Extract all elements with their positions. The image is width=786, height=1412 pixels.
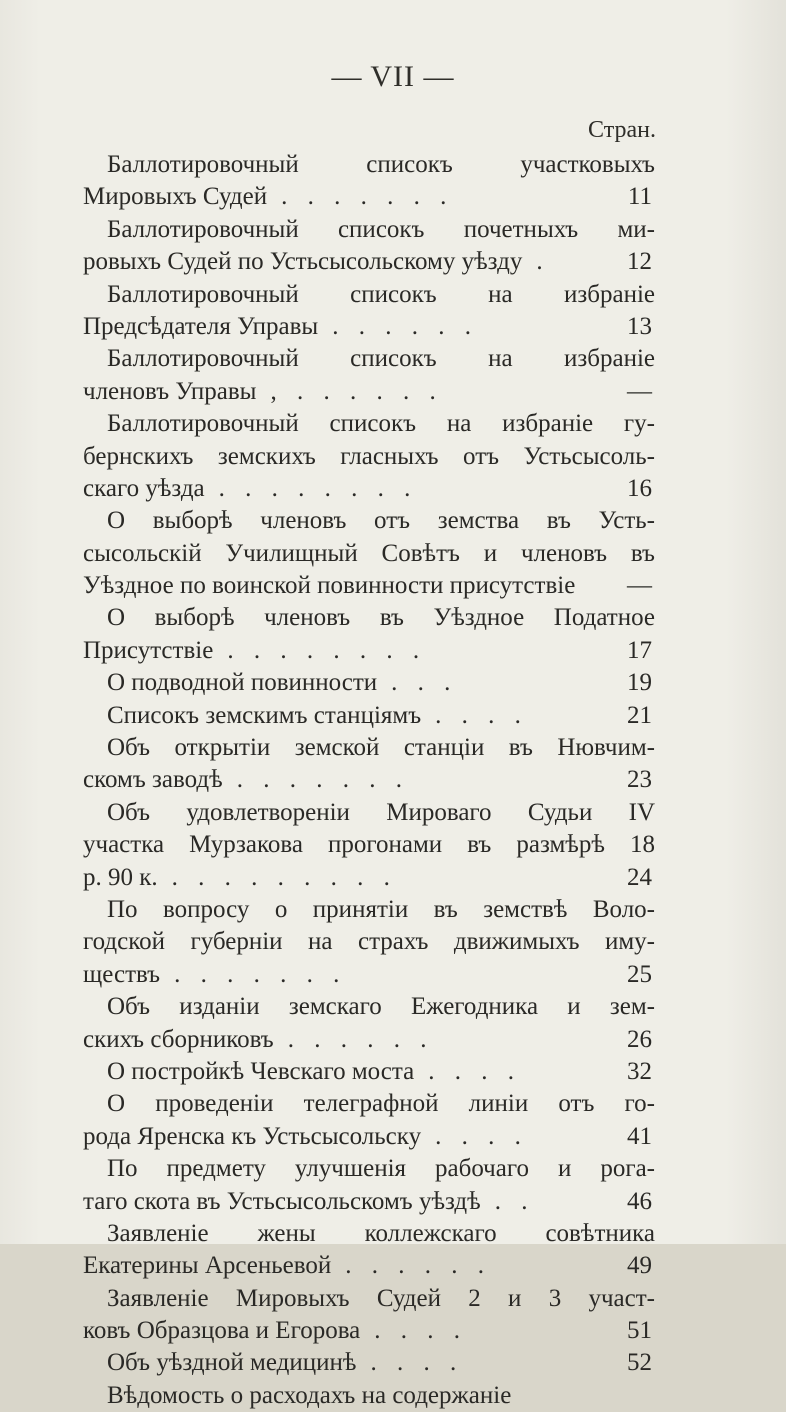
page-number-roman: — VII — (331, 60, 455, 93)
toc-entry-line (83, 829, 655, 861)
toc-leader-dots: . . . . . . (345, 1252, 485, 1280)
toc-entry (83, 797, 655, 894)
toc-entry-line (83, 538, 655, 570)
toc-entry (83, 279, 655, 344)
toc-entry-line (83, 926, 655, 958)
toc-entry (83, 1056, 655, 1088)
toc-entry (83, 408, 655, 505)
toc-entry-text: рода Яренска къ Устьсысольску (83, 1122, 422, 1150)
toc-entry-final-line (83, 473, 583, 505)
toc-leader-dots: . . . . (374, 1317, 461, 1345)
toc-entry-final-line (83, 764, 583, 796)
toc-entry-line (83, 149, 655, 181)
toc-entry-line (83, 279, 655, 311)
toc-entry-line (83, 1153, 655, 1185)
toc-page-number: 16 (627, 474, 652, 502)
toc-entry-text: По вопросу о принятіи въ земствѣ Воло- (107, 895, 655, 923)
toc-entry-final-line (107, 667, 583, 699)
toc-entry-text: Списокъ земскимъ станціямъ (107, 701, 422, 729)
toc-entry-final-line (83, 1024, 583, 1056)
toc-entry-final-line (83, 246, 583, 278)
page-column-header: Стран. (588, 117, 656, 143)
toc-entry (83, 1153, 655, 1218)
toc-entry-text: Заявленіе Мировыхъ Судей 2 и 3 участ- (107, 1284, 655, 1312)
toc-leader-dots: . . . . (435, 1122, 521, 1150)
toc-entry-text: таго скота въ Устьсысольскомъ уѣздѣ (83, 1187, 481, 1215)
toc-page-number: 17 (627, 636, 652, 664)
toc-entry-text: Баллотировочный списокъ на избраніе (107, 280, 655, 308)
toc-entry-line (83, 408, 655, 440)
toc-page-number: 13 (627, 312, 652, 340)
toc-entry-final-line (83, 1250, 583, 1282)
toc-entry-line (83, 635, 655, 667)
toc-entry-text: По предмету улучшенія рабочаго и рога- (107, 1155, 655, 1183)
toc-entry-line (83, 764, 655, 796)
toc-entry (83, 700, 655, 732)
toc-page-number: 32 (627, 1057, 652, 1085)
toc-entry-final-line (83, 1121, 583, 1153)
toc-entry-line (83, 311, 655, 343)
toc-entry-line (83, 667, 655, 699)
toc-entry (83, 894, 655, 991)
toc-entry-text: Объ открытіи земской станціи въ Нювчим- (107, 734, 655, 762)
toc-entry-line (83, 1218, 655, 1250)
toc-entry-line (83, 894, 655, 926)
toc-leader-dots: . . . . . . . (281, 183, 447, 211)
toc-entry (83, 667, 655, 699)
toc-entry-text: О выборѣ членовъ въ Уѣздное Податное (107, 604, 655, 632)
toc-entry-text: О подводной повинности (107, 669, 378, 697)
table-of-contents (83, 149, 655, 1412)
toc-page-number: 26 (627, 1025, 652, 1053)
toc-entry-final-line (83, 1186, 583, 1218)
toc-page-number: 21 (627, 701, 652, 729)
toc-entry (83, 1380, 655, 1412)
toc-page-number: 46 (627, 1187, 652, 1215)
toc-entry-text: Объ изданіи земскаго Ежегодника и зем- (107, 993, 655, 1021)
toc-entry-line (83, 732, 655, 764)
toc-entry-text: скомъ заводѣ (83, 766, 223, 794)
page-edge-shadow-left (0, 0, 40, 1244)
toc-page-number: 19 (627, 669, 652, 697)
toc-entry-line (83, 1088, 655, 1120)
toc-entry-line (83, 570, 655, 602)
toc-entry-text: скаго уѣзда (83, 474, 205, 502)
toc-entry-text: Баллотировочный списокъ на избраніе (107, 345, 655, 373)
toc-entry-text: Присутствіе (83, 636, 214, 664)
toc-entry-line (83, 505, 655, 537)
toc-entry-line (83, 797, 655, 829)
toc-entry (83, 214, 655, 279)
toc-entry-line (83, 246, 655, 278)
toc-entry-line (83, 700, 655, 732)
toc-entry (83, 1088, 655, 1153)
toc-leader-dots: . . . . . . (287, 1025, 427, 1053)
toc-entry (83, 732, 655, 797)
toc-entry-line (83, 1056, 655, 1088)
toc-entry-text: годской губерніи на страхъ движимыхъ иму- (83, 928, 655, 956)
toc-entry-line (83, 214, 655, 246)
toc-entry-text: бернскихъ земскихъ гласныхъ отъ Устьсысоль- (83, 442, 655, 470)
toc-entry-line (83, 991, 655, 1023)
toc-entry-line (83, 1315, 655, 1347)
toc-leader-dots: . . . . . . . (174, 960, 340, 988)
toc-page-number: 25 (627, 960, 652, 988)
toc-page-number: 12 (627, 248, 652, 276)
toc-page-number: 11 (627, 183, 652, 211)
toc-entry-text: О постройкѣ Чевскаго моста (107, 1057, 415, 1085)
toc-leader-dots: . . . (391, 669, 451, 697)
toc-entry-line (83, 602, 655, 634)
toc-entry-text: Объ уѣздной медицинѣ (107, 1349, 357, 1377)
toc-leader-dots: . . . . . . (332, 312, 471, 340)
toc-leader-dots: . . . . . . . . . (171, 863, 390, 891)
toc-entry-text: Баллотировочный списокъ на избраніе гу- (107, 410, 655, 438)
toc-entry-line (83, 376, 655, 408)
toc-entry-final-line (107, 1056, 583, 1088)
toc-entry-line (83, 1186, 655, 1218)
toc-entry-line (83, 1380, 655, 1412)
toc-entry-final-line (83, 181, 583, 213)
toc-page-number: — (627, 572, 652, 600)
toc-page-number: 24 (627, 863, 652, 891)
toc-entry-text: Мировыхъ Судей (83, 183, 268, 211)
toc-entry-text: ровыхъ Судей по Устьсысольскому уѣзду (83, 248, 523, 276)
toc-page-number: 23 (627, 766, 652, 794)
toc-entry-line (83, 1024, 655, 1056)
toc-entry-line (83, 862, 655, 894)
toc-leader-dots: . . . . (370, 1349, 457, 1377)
toc-entry (83, 343, 655, 408)
toc-entry-text: скихъ сборниковъ (83, 1025, 274, 1053)
toc-entry-text: Объ удовлетвореніи Мироваго Судьи IV (107, 798, 655, 826)
toc-entry-line (83, 441, 655, 473)
toc-entry-text: Предсѣдателя Управы (83, 312, 319, 340)
toc-entry-line (83, 1121, 655, 1153)
toc-entry-text: Уѣздное по воинской повинности присутствіе (83, 572, 576, 600)
toc-entry-text: ществъ (83, 960, 161, 988)
toc-leader-dots: , . . . . . . (270, 377, 436, 405)
toc-entry-text: Заявленіе жены коллежскаго совѣтника (107, 1219, 655, 1247)
toc-entry-line (83, 473, 655, 505)
toc-entry-final-line (107, 700, 583, 732)
toc-entry-text: О выборѣ членовъ отъ земства въ Усть- (107, 507, 655, 535)
toc-entry (83, 602, 655, 667)
toc-entry-final-line (83, 959, 583, 991)
toc-entry-final-line (83, 1315, 583, 1347)
toc-entry-text: О проведеніи телеграфной линіи отъ го- (107, 1090, 655, 1118)
toc-leader-dots: . . . . . . . (236, 766, 402, 794)
toc-entry (83, 991, 655, 1056)
toc-entry-final-line (107, 1347, 583, 1379)
toc-entry-text: Баллотировочный списокъ участковыхъ (107, 151, 655, 178)
toc-entry-text: Екатерины Арсеньевой (83, 1252, 332, 1280)
toc-entry-text: р. 90 к. (83, 863, 158, 891)
toc-page-number: — (627, 377, 652, 405)
toc-leader-dots: . . . . . . . . (227, 636, 420, 664)
toc-entry (83, 505, 655, 602)
toc-entry-final-line (83, 635, 583, 667)
toc-leader-dots: . . . . (435, 701, 521, 729)
toc-entry (83, 1347, 655, 1379)
toc-entry-text: ковъ Образцова и Егорова (83, 1317, 361, 1345)
toc-leader-dots: . . (494, 1187, 528, 1215)
toc-entry-final-line (83, 376, 583, 408)
toc-entry-line (83, 1347, 655, 1379)
toc-entry (83, 1218, 655, 1283)
toc-entry (83, 1283, 655, 1348)
toc-entry-line (83, 181, 655, 213)
page-edge-shadow-right (726, 0, 786, 1244)
toc-entry-line (83, 343, 655, 375)
toc-leader-dots: . . . . (428, 1057, 514, 1085)
toc-page-number: 51 (627, 1317, 652, 1345)
toc-entry-line (83, 959, 655, 991)
toc-page-number: 52 (627, 1349, 652, 1377)
toc-entry-final-line (83, 311, 583, 343)
toc-page-number: 41 (627, 1122, 652, 1150)
toc-entry-final-line (83, 862, 583, 894)
toc-entry-text: Вѣдомость о расходахъ на содержаніе (107, 1381, 512, 1409)
toc-leader-dots: . (536, 248, 543, 276)
toc-leader-dots: . . . . . . . . (218, 474, 411, 502)
toc-entry-text: членовъ Управы (83, 377, 257, 405)
toc-entry-text: сысольскій Училищный Совѣтъ и членовъ въ (83, 539, 655, 567)
toc-entry-text: участка Мурзакова прогонами въ размѣрѣ 18 (83, 831, 655, 859)
toc-entry-final-line (107, 1380, 583, 1412)
toc-entry (83, 149, 655, 214)
toc-entry-line (83, 1283, 655, 1315)
toc-entry-text: Баллотировочный списокъ почетныхъ ми- (107, 215, 655, 243)
toc-entry-final-line (83, 570, 583, 602)
toc-entry-line (83, 1250, 655, 1282)
toc-page-number: 49 (627, 1252, 652, 1280)
